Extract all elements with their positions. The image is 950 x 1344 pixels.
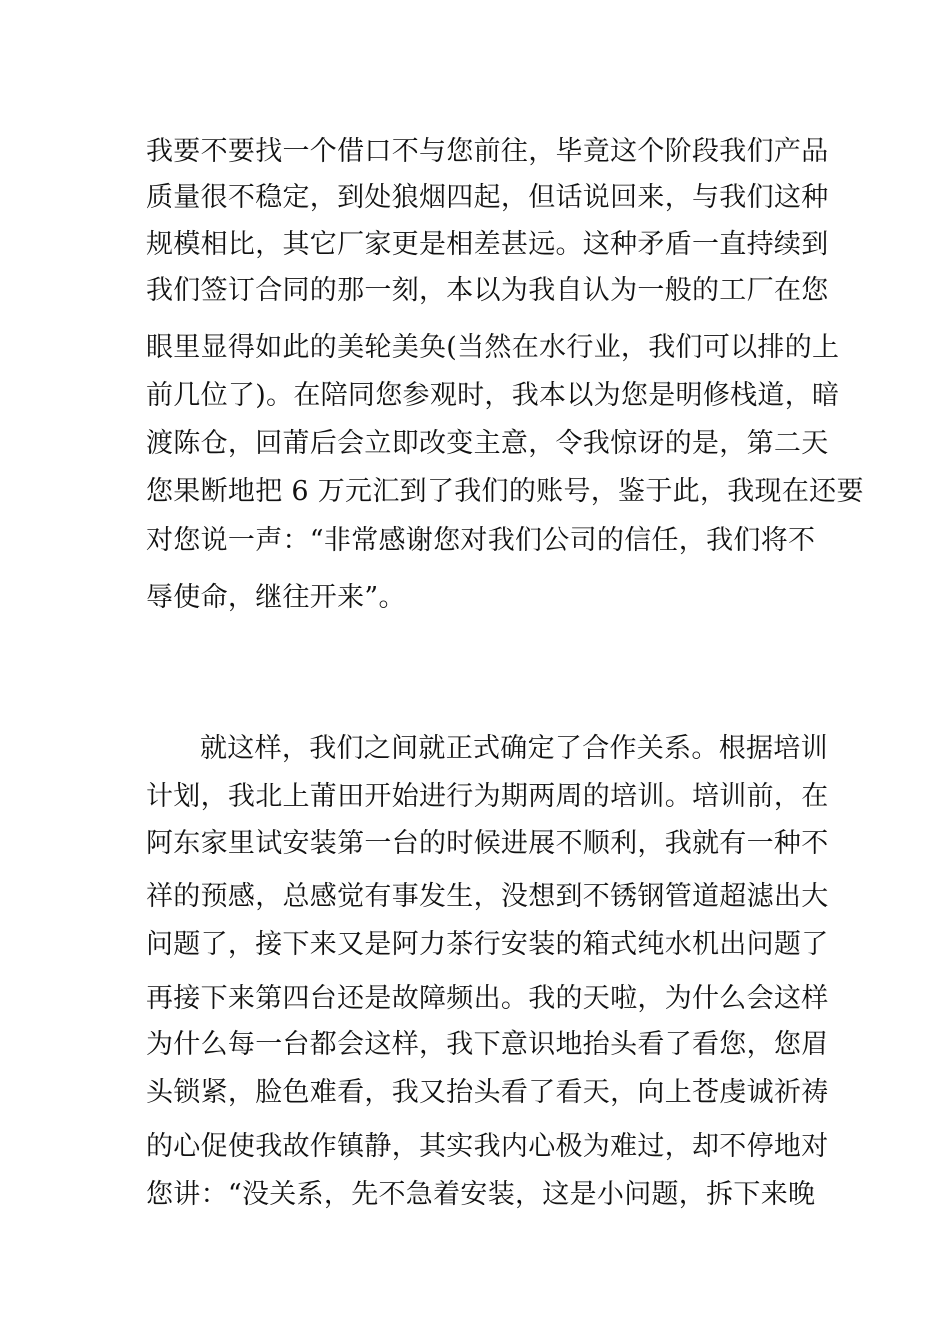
- paragraph-1-line-4: 我们签订合同的那一刻，本以为我自认为一般的工厂在您: [146, 275, 829, 306]
- paragraph-2-line-8: 头锁紧，脸色难看，我又抬头看了看天，向上苍虔诚祈祷: [146, 1077, 829, 1108]
- paragraph-2-line-2: 计划，我北上莆田开始进行为期两周的培训。培训前，在: [146, 781, 829, 812]
- paragraph-1-line-6: 前几位了)。在陪同您参观时，我本以为您是明修栈道，暗: [146, 380, 840, 411]
- paragraph-2-line-4: 祥的预感，总感觉有事发生，没想到不锈钢管道超滤出大: [146, 881, 829, 912]
- paragraph-1-line-10: 辱使命，继往开来”。: [146, 582, 406, 613]
- paragraph-1-line-7: 渡陈仓，回莆后会立即改变主意，令我惊讶的是，第二天: [146, 428, 829, 459]
- paragraph-1-line-1: 我要不要找一个借口不与您前往，毕竟这个阶段我们产品: [146, 136, 829, 167]
- paragraph-2-line-3: 阿东家里试安装第一台的时候进展不顺利，我就有一种不: [146, 828, 829, 859]
- paragraph-2-line-9: 的心促使我故作镇静，其实我内心极为难过，却不停地对: [146, 1131, 829, 1162]
- paragraph-1-line-5: 眼里显得如此的美轮美奂(当然在水行业，我们可以排的上: [146, 332, 840, 363]
- paragraph-1-line-3: 规模相比，其它厂家更是相差甚远。这种矛盾一直持续到: [146, 229, 829, 260]
- paragraph-1-line-8: 您果断地把 6 万元汇到了我们的账号，鉴于此，我现在还要: [146, 476, 864, 507]
- paragraph-2-line-1: 就这样，我们之间就正式确定了合作关系。根据培训: [200, 733, 828, 764]
- paragraph-1-line-2: 质量很不稳定，到处狼烟四起，但话说回来，与我们这种: [146, 182, 829, 213]
- paragraph-2-line-6: 再接下来第四台还是故障频出。我的天啦，为什么会这样: [146, 983, 829, 1014]
- paragraph-2-line-10: 您讲：“没关系，先不急着安装，这是小问题，拆下来晚: [146, 1179, 816, 1210]
- paragraph-2-line-5: 问题了，接下来又是阿力茶行安装的箱式纯水机出问题了: [146, 929, 829, 960]
- paragraph-1-line-9: 对您说一声：“非常感谢您对我们公司的信任，我们将不: [146, 525, 816, 556]
- paragraph-2-line-7: 为什么每一台都会这样，我下意识地抬头看了看您，您眉: [146, 1029, 829, 1060]
